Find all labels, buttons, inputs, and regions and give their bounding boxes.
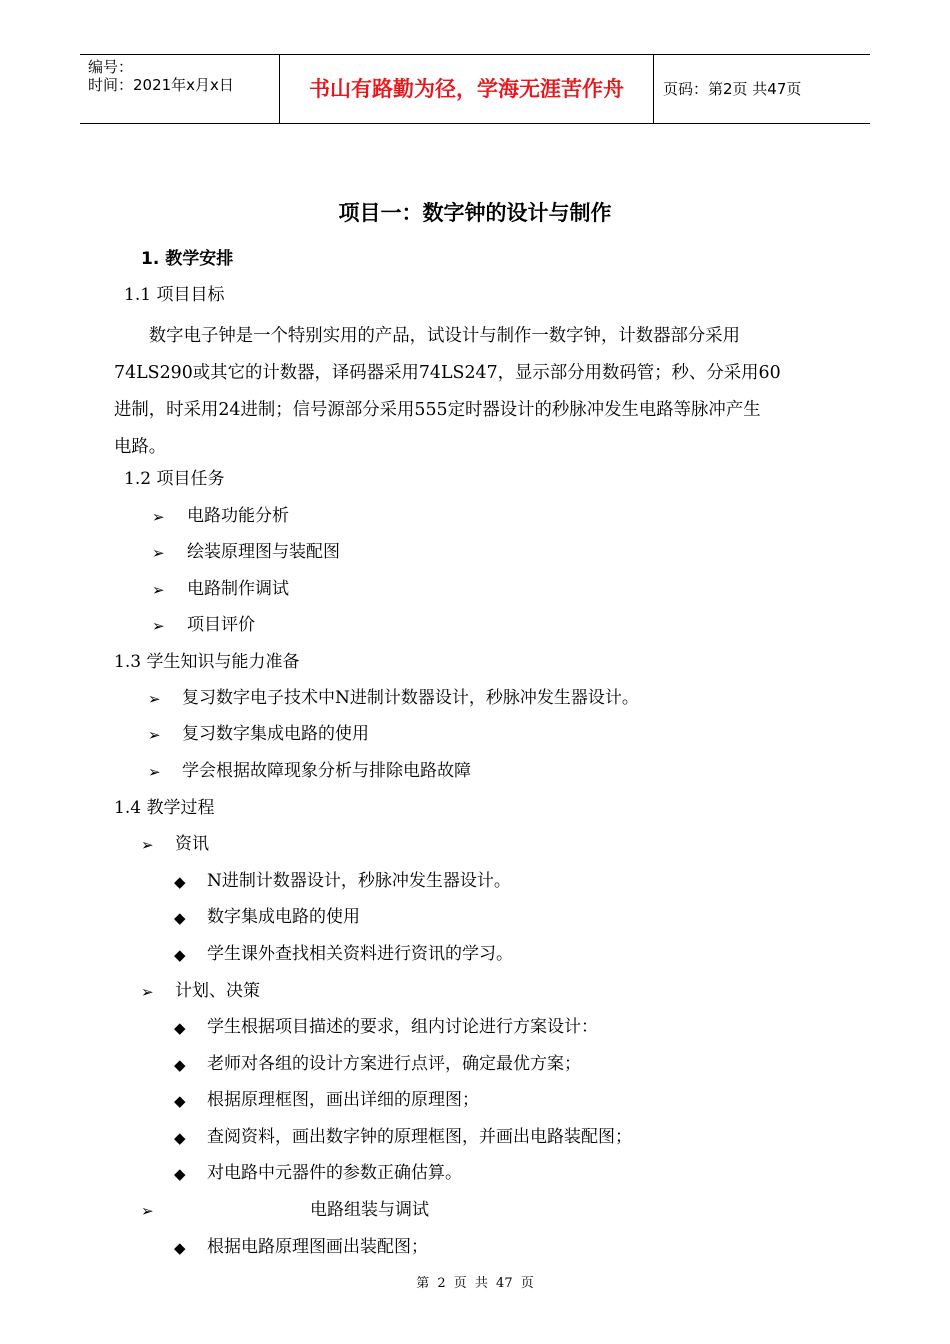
list-item: N进制计数器设计，秒脉冲发生器设计。	[207, 871, 511, 891]
arrow-bullet-icon: ➢	[148, 726, 161, 744]
header-meta	[88, 58, 234, 94]
project-goal-paragraph	[114, 318, 836, 466]
paragraph-line: 电路。	[114, 437, 167, 457]
diamond-bullet-icon: ◆	[174, 909, 186, 927]
header-divider	[653, 55, 654, 123]
list-item: 复习数字电子技术中N进制计数器设计，秒脉冲发生器设计。	[182, 688, 639, 708]
section-heading: 1. 教学安排	[141, 249, 234, 269]
list-item: 项目评价	[187, 615, 255, 635]
number-label: 编号：	[88, 58, 134, 76]
header-page-info: 页码：第2页 共47页	[663, 80, 802, 98]
diamond-bullet-icon: ◆	[174, 1239, 186, 1257]
date-label: 时间：2021年x月x日	[88, 76, 234, 94]
list-item: 查阅资料，画出数字钟的原理框图，并画出电路装配图；	[207, 1127, 632, 1147]
subsection-heading: 1.3 学生知识与能力准备	[114, 652, 300, 672]
header-motto: 书山有路勤为径，学海无涯苦作舟	[309, 77, 624, 101]
arrow-bullet-icon: ➢	[141, 1202, 154, 1220]
diamond-bullet-icon: ◆	[174, 1019, 186, 1037]
arrow-bullet-icon: ➢	[152, 581, 165, 599]
list-item: 复习数字集成电路的使用	[182, 724, 369, 744]
diamond-bullet-icon: ◆	[174, 946, 186, 964]
list-item: 老师对各组的设计方案进行点评，确定最优方案；	[207, 1054, 581, 1074]
document-title: 项目一：数字钟的设计与制作	[338, 201, 612, 225]
arrow-bullet-icon: ➢	[148, 690, 161, 708]
diamond-bullet-icon: ◆	[174, 1056, 186, 1074]
subsection-heading: 1.4 教学过程	[114, 798, 215, 818]
list-item: 电路功能分析	[187, 506, 289, 526]
list-item: 根据原理框图，画出详细的原理图；	[207, 1090, 479, 1110]
page-header	[80, 54, 870, 124]
paragraph-line: 74LS290或其它的计数器，译码器采用74LS247，显示部分用数码管；秒、分采用60	[114, 363, 781, 383]
paragraph-line: 数字电子钟是一个特别实用的产品，试设计与制作一数字钟，计数器部分采用	[114, 326, 741, 346]
diamond-bullet-icon: ◆	[174, 1129, 186, 1147]
diamond-bullet-icon: ◆	[174, 873, 186, 891]
arrow-bullet-icon: ➢	[152, 508, 165, 526]
diamond-bullet-icon: ◆	[174, 1092, 186, 1110]
arrow-bullet-icon: ➢	[141, 836, 154, 854]
paragraph-line: 进制，时采用24进制；信号源部分采用555定时器设计的秒脉冲发生电路等脉冲产生	[114, 400, 761, 420]
list-item: 数字集成电路的使用	[207, 907, 360, 927]
list-item: 学生根据项目描述的要求，组内讨论进行方案设计：	[207, 1017, 598, 1037]
arrow-bullet-icon: ➢	[152, 617, 165, 635]
arrow-bullet-icon: ➢	[152, 544, 165, 562]
list-item: 电路制作调试	[187, 579, 289, 599]
subsection-heading: 1.2 项目任务	[124, 469, 225, 489]
list-item: 学生课外查找相关资料进行资讯的学习。	[207, 944, 513, 964]
list-item: 对电路中元器件的参数正确估算。	[207, 1163, 462, 1183]
page-footer: 第 2 页 共 47 页	[416, 1276, 534, 1291]
diamond-bullet-icon: ◆	[174, 1165, 186, 1183]
list-item: 学会根据故障现象分析与排除电路故障	[182, 761, 471, 781]
group-label: 计划、决策	[175, 981, 260, 1001]
arrow-bullet-icon: ➢	[148, 763, 161, 781]
list-item: 根据电路原理图画出装配图；	[207, 1237, 428, 1257]
subsection-heading: 1.1 项目目标	[124, 285, 225, 305]
arrow-bullet-icon: ➢	[141, 983, 154, 1001]
group-label: 电路组装与调试	[310, 1200, 429, 1220]
group-label: 资讯	[175, 834, 209, 854]
list-item: 绘装原理图与装配图	[187, 542, 340, 562]
